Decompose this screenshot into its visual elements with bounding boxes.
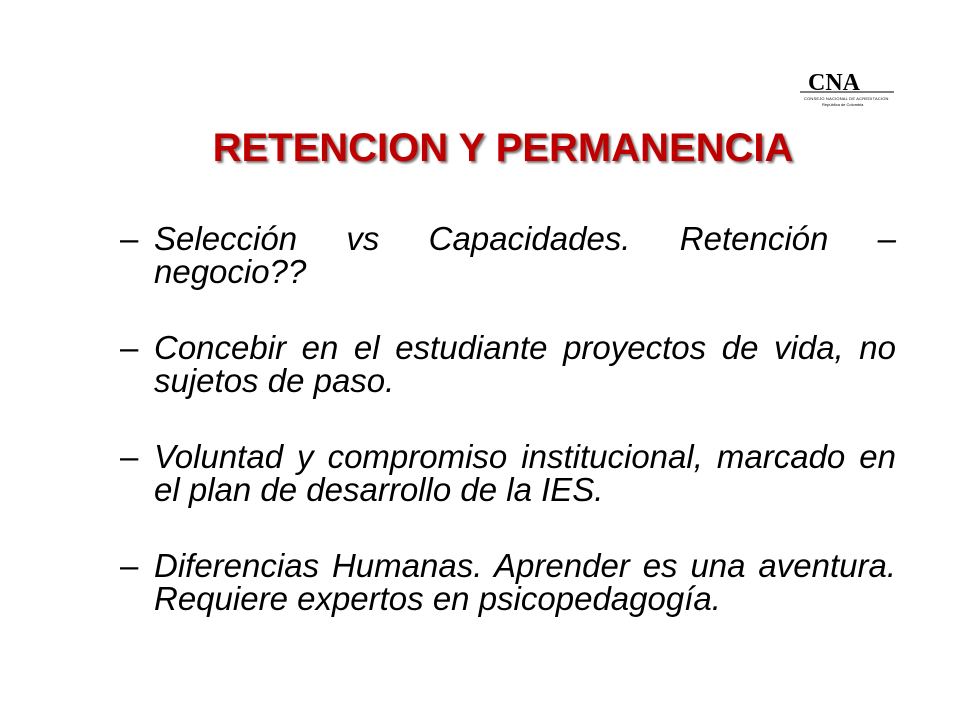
- cna-logo-subtitle: CONSEJO NACIONAL DE ACREDITACION: [804, 96, 889, 101]
- bullet-text: Diferencias Humanas. Aprender es una aventura. Requiere expertos en psicopedagogía.: [154, 547, 896, 617]
- bullet-text: Concebir en el estudiante proyectos de vida, no sujetos de paso.: [154, 329, 896, 399]
- bullet-dash: –: [120, 547, 139, 584]
- bullet-dash: –: [120, 329, 139, 366]
- bullet-item: [120, 331, 896, 397]
- slide-title: RETENCION Y PERMANENCIA: [212, 126, 794, 170]
- bullet-item: [120, 549, 896, 615]
- bullet-item: [120, 222, 896, 288]
- bullet-text: Selección vs Capacidades. Retención – negocio??: [154, 220, 896, 290]
- bullet-text: Voluntad y compromiso institucional, marcado en el plan de desarrollo de la IES.: [154, 438, 896, 508]
- bullet-list: [120, 222, 896, 615]
- bullet-dash: –: [120, 438, 139, 475]
- cna-logo-subtitle2: República de Colombia: [822, 102, 864, 107]
- bullet-dash: –: [120, 220, 139, 257]
- bullet-item: [120, 440, 896, 506]
- cna-logo-mark: [798, 68, 898, 98]
- cna-logo: [798, 68, 898, 112]
- cna-logo-text: CNA: [808, 70, 860, 96]
